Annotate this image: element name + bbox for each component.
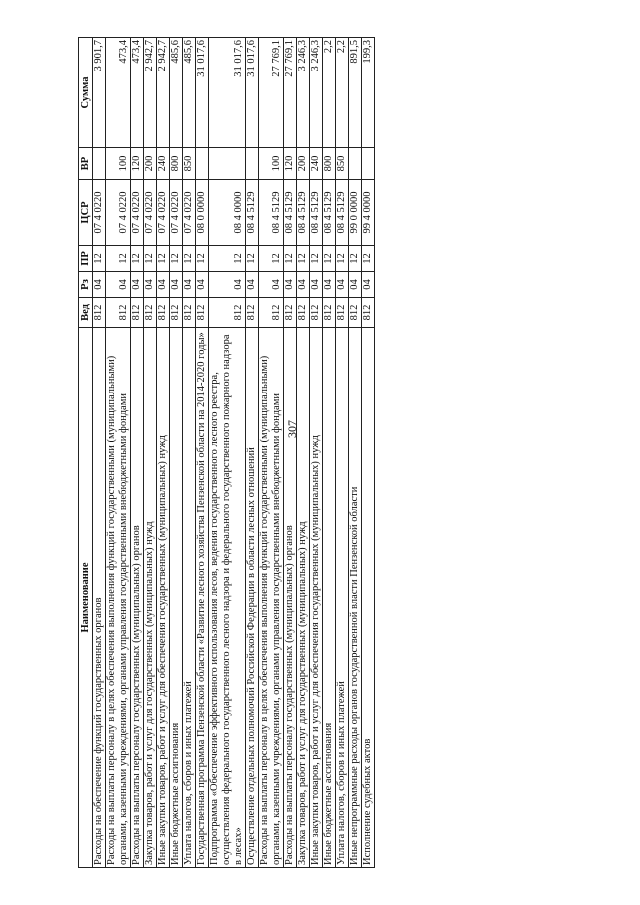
table-row — [144, 38, 157, 868]
table-row — [284, 38, 297, 868]
cell-name: Подпрограмма «Обеспечение эффективного использования лесов, ведения государственного лесного реестра, осуществления федерального государственного лесного надзора и федерального государственного пожарного надзора в лесах» — [209, 328, 246, 868]
cell-sum: 31 017,6 — [209, 38, 246, 148]
cell-vr: 240 — [157, 148, 170, 180]
table-row — [196, 38, 209, 868]
cell-pr: 12 — [246, 246, 259, 272]
rotated-content — [78, 38, 375, 868]
cell-vr: 240 — [310, 148, 323, 180]
cell-csr: 08 4 5129 — [259, 180, 284, 246]
table-header-row — [79, 38, 93, 868]
cell-pr: 12 — [157, 246, 170, 272]
cell-rz: 04 — [349, 272, 362, 298]
cell-rz: 04 — [170, 272, 183, 298]
cell-rz: 04 — [93, 272, 106, 298]
cell-pr: 12 — [323, 246, 336, 272]
cell-pr: 12 — [297, 246, 310, 272]
cell-sum: 27 769,1 — [284, 38, 297, 148]
table-body — [93, 38, 375, 868]
cell-csr: 99 4 0000 — [362, 180, 375, 246]
cell-ved: 812 — [106, 298, 131, 328]
cell-name: Расходы на выплаты персоналу в целях обеспечения выполнения функций государственными (муниципальными) органами, казенными учреждениями, органами управления государственными внебюджетными фондами — [259, 328, 284, 868]
cell-sum: 31 017,6 — [246, 38, 259, 148]
cell-ved: 812 — [259, 298, 284, 328]
cell-csr: 99 0 0000 — [349, 180, 362, 246]
cell-csr: 08 4 5129 — [284, 180, 297, 246]
cell-csr: 08 4 0000 — [209, 180, 246, 246]
cell-vr: 100 — [259, 148, 284, 180]
cell-name: Закупка товаров, работ и услуг для государственных (муниципальных) нужд — [144, 328, 157, 868]
cell-rz: 04 — [284, 272, 297, 298]
cell-vr: 120 — [284, 148, 297, 180]
cell-name: Уплата налогов, сборов и иных платежей — [183, 328, 196, 868]
cell-sum: 3 246,3 — [297, 38, 310, 148]
cell-name: Иные закупки товаров, работ и услуг для обеспечения государственных (муниципальных) нужд — [310, 328, 323, 868]
cell-rz: 04 — [246, 272, 259, 298]
cell-name: Исполнение судебных актов — [362, 328, 375, 868]
cell-ved: 812 — [170, 298, 183, 328]
cell-name: Иные закупки товаров, работ и услуг для обеспечения государственных (муниципальных) нужд — [157, 328, 170, 868]
cell-ved: 812 — [323, 298, 336, 328]
cell-pr: 12 — [170, 246, 183, 272]
cell-pr: 12 — [336, 246, 349, 272]
cell-ved: 812 — [246, 298, 259, 328]
cell-vr: 800 — [170, 148, 183, 180]
cell-sum: 473,4 — [131, 38, 144, 148]
table-row — [297, 38, 310, 868]
cell-vr — [246, 148, 259, 180]
table-row — [170, 38, 183, 868]
cell-name: Закупка товаров, работ и услуг для государственных (муниципальных) нужд — [297, 328, 310, 868]
cell-name: Расходы на выплаты персоналу в целях обеспечения выполнения функций государственными (муниципальными) органами, казенными учреждениями, органами управления государственными внебюджетными фондами — [106, 328, 131, 868]
cell-csr: 08 4 5129 — [310, 180, 323, 246]
cell-rz: 04 — [157, 272, 170, 298]
cell-vr — [209, 148, 246, 180]
cell-ved: 812 — [157, 298, 170, 328]
cell-csr: 08 4 5129 — [336, 180, 349, 246]
cell-ved: 812 — [131, 298, 144, 328]
cell-pr: 12 — [349, 246, 362, 272]
cell-pr: 12 — [284, 246, 297, 272]
cell-pr: 12 — [106, 246, 131, 272]
cell-name: Иные бюджетные ассигнования — [170, 328, 183, 868]
table-row — [209, 38, 246, 868]
cell-ved: 812 — [196, 298, 209, 328]
cell-sum: 485,6 — [170, 38, 183, 148]
cell-rz: 04 — [336, 272, 349, 298]
cell-vr: 800 — [323, 148, 336, 180]
cell-vr — [93, 148, 106, 180]
cell-csr: 07 4 0220 — [106, 180, 131, 246]
cell-pr: 12 — [196, 246, 209, 272]
cell-pr: 12 — [209, 246, 246, 272]
table-row — [310, 38, 323, 868]
table-row — [349, 38, 362, 868]
cell-vr — [349, 148, 362, 180]
cell-sum: 3 246,3 — [310, 38, 323, 148]
col-header-sum: Сумма — [79, 38, 93, 148]
cell-vr — [196, 148, 209, 180]
cell-rz: 04 — [297, 272, 310, 298]
cell-rz: 04 — [209, 272, 246, 298]
cell-rz: 04 — [196, 272, 209, 298]
cell-sum: 3 901,7 — [93, 38, 106, 148]
cell-csr: 07 4 0220 — [157, 180, 170, 246]
table-row — [183, 38, 196, 868]
table-row — [93, 38, 106, 868]
cell-vr: 200 — [297, 148, 310, 180]
cell-pr: 12 — [144, 246, 157, 272]
cell-name: Иные бюджетные ассигнования — [323, 328, 336, 868]
cell-rz: 04 — [362, 272, 375, 298]
cell-ved: 812 — [362, 298, 375, 328]
cell-pr: 12 — [259, 246, 284, 272]
table-row — [323, 38, 336, 868]
cell-sum: 199,3 — [362, 38, 375, 148]
cell-pr: 12 — [310, 246, 323, 272]
cell-csr: 08 4 5129 — [297, 180, 310, 246]
table-row — [362, 38, 375, 868]
cell-csr: 07 4 0220 — [93, 180, 106, 246]
cell-ved: 812 — [144, 298, 157, 328]
cell-vr: 100 — [106, 148, 131, 180]
cell-csr: 07 4 0220 — [131, 180, 144, 246]
cell-ved: 812 — [284, 298, 297, 328]
cell-ved: 812 — [349, 298, 362, 328]
table-row — [131, 38, 144, 868]
page-number: 307 — [285, 420, 299, 438]
cell-csr: 08 4 5129 — [246, 180, 259, 246]
cell-vr — [362, 148, 375, 180]
cell-csr: 08 0 0000 — [196, 180, 209, 246]
cell-rz: 04 — [131, 272, 144, 298]
table-row — [106, 38, 131, 868]
cell-ved: 812 — [209, 298, 246, 328]
cell-pr: 12 — [183, 246, 196, 272]
cell-csr: 07 4 0220 — [170, 180, 183, 246]
cell-csr: 07 4 0220 — [183, 180, 196, 246]
cell-sum: 2,2 — [323, 38, 336, 148]
table-row — [259, 38, 284, 868]
col-header-name: Наименование — [79, 328, 93, 868]
cell-name: Осуществление отдельных полномочий Российской Федерации в области лесных отношений — [246, 328, 259, 868]
cell-name: Расходы на выплаты персоналу государственных (муниципальных) органов — [131, 328, 144, 868]
cell-rz: 04 — [183, 272, 196, 298]
cell-ved: 812 — [297, 298, 310, 328]
col-header-ved: Вед — [79, 298, 93, 328]
cell-pr: 12 — [93, 246, 106, 272]
col-header-vr: ВР — [79, 148, 93, 180]
col-header-rz: Рз — [79, 272, 93, 298]
cell-pr: 12 — [131, 246, 144, 272]
cell-sum: 473,4 — [106, 38, 131, 148]
cell-sum: 2,2 — [336, 38, 349, 148]
cell-name: Иные непрограммные расходы органов государственной власти Пензенской области — [349, 328, 362, 868]
cell-ved: 812 — [310, 298, 323, 328]
cell-ved: 812 — [336, 298, 349, 328]
cell-pr: 12 — [362, 246, 375, 272]
cell-sum: 891,5 — [349, 38, 362, 148]
cell-name: Государственная программа Пензенской области «Развитие лесного хозяйства Пензенской области на 2014-2020 годы» — [196, 328, 209, 868]
table-row — [246, 38, 259, 868]
cell-ved: 812 — [183, 298, 196, 328]
cell-sum: 485,6 — [183, 38, 196, 148]
cell-rz: 04 — [259, 272, 284, 298]
cell-name: Расходы на обеспечение функций государственных органов — [93, 328, 106, 868]
cell-name: Расходы на выплаты персоналу государственных (муниципальных) органов — [284, 328, 297, 868]
cell-rz: 04 — [323, 272, 336, 298]
cell-sum: 2 942,7 — [157, 38, 170, 148]
col-header-csr: ЦСР — [79, 180, 93, 246]
cell-sum: 27 769,1 — [259, 38, 284, 148]
cell-sum: 2 942,7 — [144, 38, 157, 148]
cell-vr: 850 — [183, 148, 196, 180]
table-row — [157, 38, 170, 868]
cell-name: Уплата налогов, сборов и иных платежей — [336, 328, 349, 868]
cell-vr: 850 — [336, 148, 349, 180]
cell-rz: 04 — [310, 272, 323, 298]
cell-vr: 200 — [144, 148, 157, 180]
cell-rz: 04 — [106, 272, 131, 298]
cell-vr: 120 — [131, 148, 144, 180]
cell-ved: 812 — [93, 298, 106, 328]
cell-csr: 07 4 0220 — [144, 180, 157, 246]
col-header-pr: ПР — [79, 246, 93, 272]
cell-sum: 31 017,6 — [196, 38, 209, 148]
table-row — [336, 38, 349, 868]
budget-table — [78, 37, 375, 868]
cell-rz: 04 — [144, 272, 157, 298]
cell-csr: 08 4 5129 — [323, 180, 336, 246]
